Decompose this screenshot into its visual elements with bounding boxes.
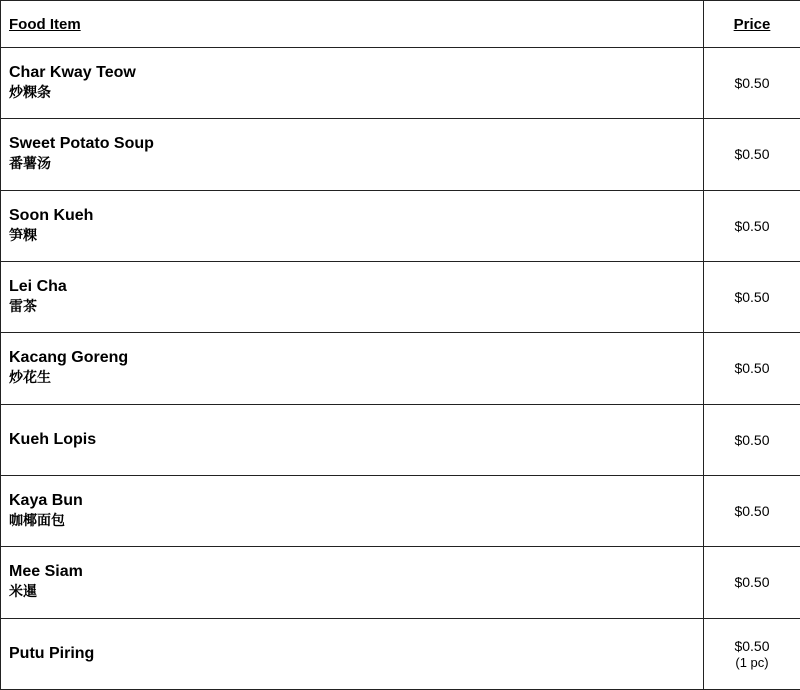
- price-cell: [704, 475, 800, 546]
- food-item-chinese-name: 炒粿条: [9, 85, 51, 102]
- food-item-name: Mee Siam: [9, 563, 83, 581]
- price-value: $0.50: [734, 217, 770, 234]
- food-item-cell: [1, 48, 704, 119]
- food-item-cell: [1, 404, 704, 475]
- food-item-cell: [1, 119, 704, 190]
- table-body: [1, 48, 800, 690]
- price-value: $0.50: [734, 503, 770, 520]
- food-item-cell: [1, 618, 704, 689]
- table-row: [1, 333, 800, 404]
- food-item-cell: [1, 190, 704, 261]
- price-cell: [704, 333, 800, 404]
- table-row: [1, 261, 800, 332]
- price-cell: [704, 190, 800, 261]
- food-item-cell: [1, 333, 704, 404]
- food-item-name: Kacang Goreng: [9, 349, 129, 367]
- food-item-chinese-name: 米暹: [9, 584, 37, 601]
- food-item-cell: [1, 261, 704, 332]
- food-item-name: Kaya Bun: [9, 492, 83, 510]
- table-row: [1, 190, 800, 261]
- price-value: $0.50: [734, 574, 770, 591]
- food-item-cell: [1, 547, 704, 618]
- price-cell: [704, 48, 800, 119]
- price-cell: [704, 404, 800, 475]
- food-item-name: Soon Kueh: [9, 206, 94, 224]
- food-item-chinese-name: 咖椰面包: [9, 513, 65, 530]
- table-row: [1, 547, 800, 618]
- food-item-chinese-name: 笋粿: [9, 227, 37, 244]
- food-item-chinese-name: 番薯汤: [9, 156, 51, 173]
- table-header-row: [1, 1, 800, 48]
- price-value: $0.50: [734, 431, 770, 448]
- price-header: Price: [704, 1, 800, 48]
- food-item-name: Lei Cha: [9, 278, 67, 296]
- food-item-cell: [1, 475, 704, 546]
- price-value: $0.50: [734, 360, 770, 377]
- table-row: [1, 404, 800, 475]
- table-row: [1, 119, 800, 190]
- price-value: $0.50: [734, 289, 770, 306]
- price-cell: [704, 119, 800, 190]
- price-value: $0.50: [734, 637, 770, 654]
- food-item-header: Food Item: [1, 1, 704, 48]
- food-item-name: Putu Piring: [9, 644, 95, 662]
- price-cell: [704, 261, 800, 332]
- food-item-chinese-name: 雷茶: [9, 299, 37, 316]
- food-item-chinese-name: 炒花生: [9, 370, 51, 387]
- table-row: [1, 475, 800, 546]
- food-item-name: Char Kway Teow: [9, 64, 136, 82]
- table-row: [1, 618, 800, 689]
- price-value: $0.50: [734, 75, 770, 92]
- price-value: $0.50: [734, 146, 770, 163]
- food-item-name: Kueh Lopis: [9, 430, 97, 448]
- price-cell: [704, 547, 800, 618]
- food-item-name: Sweet Potato Soup: [9, 135, 154, 153]
- table-row: [1, 48, 800, 119]
- price-cell: [704, 618, 800, 689]
- price-note: (1 pc): [735, 654, 769, 670]
